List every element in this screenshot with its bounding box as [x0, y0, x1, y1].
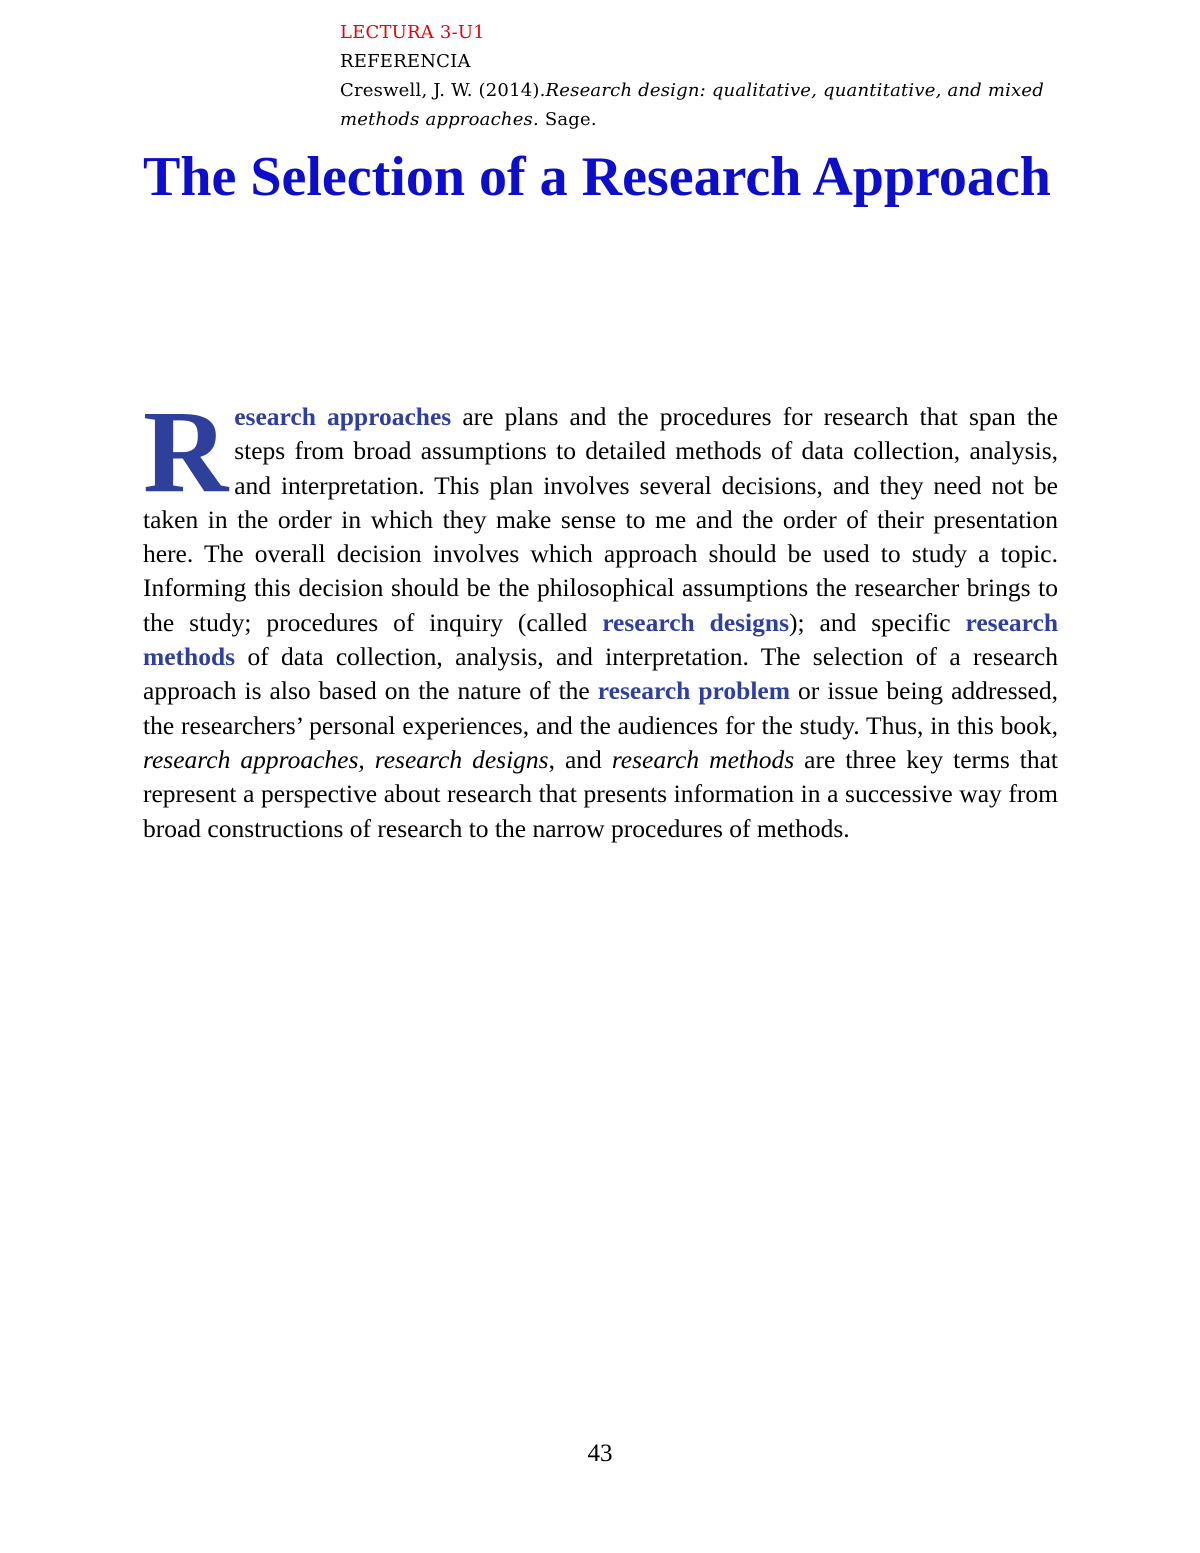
term-research-approaches: esearch approaches	[234, 402, 452, 431]
citation-title: Research design: qualitative, quantitative, and mixed methods approaches.	[340, 80, 1044, 130]
paragraph-text: ); and specific	[789, 607, 966, 637]
body-paragraph	[143, 386, 1059, 846]
term-research-problem: research problem	[597, 676, 790, 706]
paragraph-text: are plans and the procedures for research that span the steps from broad assumptions to detailed methods of data collection, analysis, and interpretation. This plan involves several decisions, and they need not be taken in the order in which they make sense to me and the order of their presentation here. The overall decision involves which approach should be used to study a topic. Informing this decision should be the philosophical assumptions the researcher brings to the study; procedures of inquiry (called	[143, 402, 1058, 637]
reference-label: REFERENCIA	[340, 51, 471, 72]
term-research-methods: research methods	[143, 607, 1059, 672]
page-number: 43	[587, 1440, 613, 1467]
italic-terms: research approaches, research designs	[143, 744, 549, 774]
citation	[340, 76, 1060, 134]
lecture-label: LECTURA 3-U1	[340, 22, 485, 43]
paragraph-text: , and	[548, 744, 612, 774]
citation-publisher: Sage.	[538, 109, 597, 130]
drop-cap: R	[143, 386, 229, 517]
paragraph-text: of data collection, analysis, and interpretation. The selection of a research approach is also based on the nature of the	[143, 642, 1058, 706]
term-research-designs: research designs	[602, 607, 790, 637]
italic-term: research methods	[611, 744, 795, 774]
paragraph-text: or issue being addressed, the researchers’ personal experiences, and the audiences for the study. Thus, in this book,	[143, 676, 1059, 740]
reference-header	[340, 18, 1060, 134]
citation-author: Creswell, J. W. (2014).	[340, 80, 546, 101]
page-title: The Selection of a Research Approach	[143, 146, 1051, 208]
paragraph-text: are three key terms that represent a perspective about research that presents information in a successive way from broad constructions of research to the narrow procedures of methods.	[143, 744, 1059, 843]
